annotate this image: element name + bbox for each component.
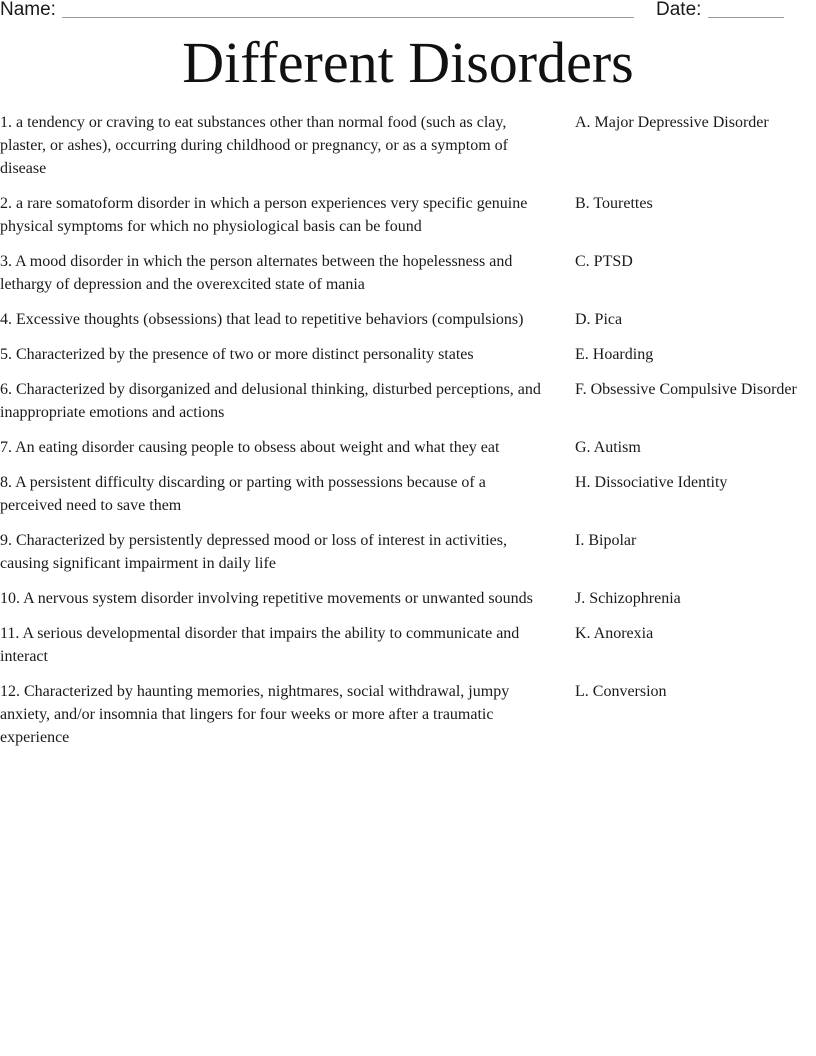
answer-option: B. Tourettes <box>575 195 653 212</box>
matching-row <box>0 587 816 610</box>
matching-row <box>0 308 816 331</box>
definition-item: 9. Characterized by persistently depressed mood or loss of interest in activities, causing significant impairment in daily life <box>0 532 507 572</box>
definition-item: 5. Characterized by the presence of two or more distinct personality states <box>0 346 474 363</box>
definition-item: 11. A serious developmental disorder that impairs the ability to communicate and interact <box>0 625 520 665</box>
answer-option: A. Major Depressive Disorder <box>575 114 769 131</box>
matching-row <box>0 471 816 517</box>
matching-row <box>0 680 816 749</box>
definition-item: 1. a tendency or craving to eat substances other than normal food (such as clay, plaster, or ashes), occurring during childhood or pregnancy, or as a symptom of disease <box>0 114 508 177</box>
definition-item: 6. Characterized by disorganized and delusional thinking, disturbed perceptions, and inappropriate emotions and actions <box>0 381 541 421</box>
matching-row <box>0 343 816 366</box>
definition-item: 10. A nervous system disorder involving repetitive movements or unwanted sounds <box>0 590 533 607</box>
answer-option: L. Conversion <box>575 683 667 700</box>
worksheet-header <box>0 0 816 24</box>
worksheet-title: Different Disorders <box>182 30 634 95</box>
definition-item: 3. A mood disorder in which the person alternates between the hopelessness and lethargy of depression and the overexcited state of mania <box>0 253 513 293</box>
answer-option: D. Pica <box>575 311 623 328</box>
name-label: Name: <box>0 0 56 20</box>
matching-row <box>0 111 816 180</box>
answer-option: H. Dissociative Identity <box>575 474 728 491</box>
answer-option: K. Anorexia <box>575 625 654 642</box>
definition-item: 4. Excessive thoughts (obsessions) that lead to repetitive behaviors (compulsions) <box>0 311 524 328</box>
answer-option: J. Schizophrenia <box>575 590 681 607</box>
matching-row <box>0 192 816 238</box>
name-blank-line <box>62 17 634 18</box>
answer-option: E. Hoarding <box>575 346 654 363</box>
matching-row <box>0 250 816 296</box>
definition-item: 8. A persistent difficulty discarding or parting with possessions because of a perceived need to save them <box>0 474 486 514</box>
matching-row <box>0 529 816 575</box>
definition-item: 2. a rare somatoform disorder in which a person experiences very specific genuine physical symptoms for which no physiological basis can be found <box>0 195 528 235</box>
answer-option: C. PTSD <box>575 253 633 270</box>
matching-row <box>0 436 816 459</box>
matching-row <box>0 378 816 424</box>
definition-item: 12. Characterized by haunting memories, nightmares, social withdrawal, jumpy anxiety, and/or insomnia that lingers for four weeks or more after a traumatic experience <box>0 683 510 746</box>
answer-option: F. Obsessive Compulsive Disorder <box>575 381 797 398</box>
answer-option: G. Autism <box>575 439 641 456</box>
answer-option: I. Bipolar <box>575 532 637 549</box>
matching-list <box>0 111 816 761</box>
matching-row <box>0 622 816 668</box>
definition-item: 7. An eating disorder causing people to obsess about weight and what they eat <box>0 439 500 456</box>
date-blank-line <box>708 17 784 18</box>
date-label: Date: <box>656 0 702 20</box>
